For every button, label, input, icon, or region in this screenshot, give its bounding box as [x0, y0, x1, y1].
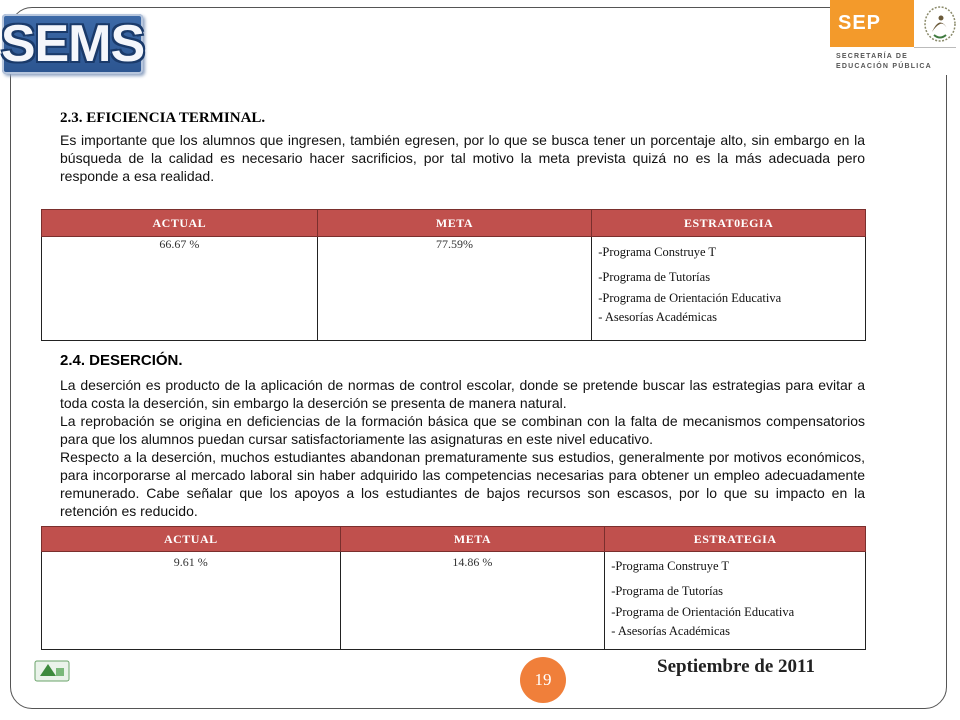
- strategy-item: -Programa de Tutorías: [611, 584, 724, 598]
- table-header-row: [42, 210, 866, 237]
- section-paragraph-eficiencia: [60, 131, 865, 185]
- eficiencia-table: [41, 209, 866, 341]
- column-header-actual: ACTUAL: [42, 527, 341, 552]
- sep-subtitle-line1: SECRETARÍA DE: [836, 53, 908, 60]
- desercion-table: [41, 526, 866, 650]
- table-header-row: [42, 527, 866, 552]
- sep-subtitle: [836, 52, 932, 72]
- strategy-item: -Programa de Orientación Educativa: [611, 605, 795, 619]
- strategy-item: -Programa Construye T: [611, 559, 730, 573]
- section-heading-eficiencia: 2.3. EFICIENCIA TERMINAL.: [60, 110, 266, 126]
- sems-logo: [2, 14, 143, 74]
- sep-logo: [830, 0, 956, 75]
- strategy-item: - Asesorías Académicas: [611, 624, 730, 638]
- paragraph-text: La deserción es producto de la aplicación de normas de control escolar, donde se pretende buscar las estrategias para evitar a toda costa la deserción, sin embargo la deserción se presenta de manera natural.: [60, 377, 865, 411]
- dgeti-logo-icon: [34, 660, 70, 682]
- meta-value: 77.59%: [317, 237, 592, 341]
- sep-divider: [914, 47, 956, 48]
- strategy-list: [605, 552, 866, 650]
- sep-subtitle-line2: EDUCACIÓN PÚBLICA: [836, 63, 932, 70]
- footer-date: Septiembre de 2011: [657, 656, 815, 677]
- table-row: [42, 552, 866, 650]
- sep-acronym: SEP: [830, 0, 914, 47]
- section-paragraphs-desercion: [60, 376, 865, 520]
- paragraph-text: Es importante que los alumnos que ingresen, también egresen, por lo que se busca tener un porcentaje alto, sin embargo en la búsqueda de la calidad es necesario hacer sacrificios, por tal motivo la meta prevista quizá no es la más adecuada pero responde a esa realidad.: [60, 132, 865, 184]
- meta-value: 14.86 %: [340, 552, 605, 650]
- column-header-meta: META: [340, 527, 605, 552]
- strategy-item: - Asesorías Académicas: [598, 310, 717, 324]
- strategy-item: -Programa Construye T: [598, 245, 717, 259]
- paragraph-text: Respecto a la deserción, muchos estudiantes abandonan prematuramente sus estudios, generalmente por motivos económicos, para incorporarse al mercado laboral sin haber adquirido las competencias necesarias para obtener un empleo adecuadamente remunerado. Cabe señalar que los apoyos a los estudiantes de bajos recursos son escasos, por lo que su impacto en la retención es reducido.: [60, 449, 865, 519]
- actual-value: 9.61 %: [42, 552, 341, 650]
- section-heading-desercion: 2.4. DESERCIÓN.: [60, 352, 183, 369]
- strategy-item: -Programa de Orientación Educativa: [598, 291, 782, 305]
- strategy-list: [592, 237, 866, 341]
- actual-value: 66.67 %: [42, 237, 318, 341]
- strategy-item: -Programa de Tutorías: [598, 270, 711, 284]
- paragraph-text: La reprobación se origina en deficiencias de la formación básica que se combinan con la falta de mecanismos compensatorios para que los alumnos puedan cursar satisfactoriamente las asignaturas en este nivel educativo.: [60, 413, 865, 447]
- page-number-badge: 19: [520, 657, 566, 703]
- table-row: [42, 237, 866, 341]
- column-header-estrategia: ESTRATEGIA: [605, 527, 866, 552]
- sems-logo-text: SEMS: [0, 15, 145, 73]
- column-header-estrategia: ESTRAT0EGIA: [592, 210, 866, 237]
- mexican-eagle-seal-icon: [920, 2, 960, 48]
- column-header-actual: ACTUAL: [42, 210, 318, 237]
- column-header-meta: META: [317, 210, 592, 237]
